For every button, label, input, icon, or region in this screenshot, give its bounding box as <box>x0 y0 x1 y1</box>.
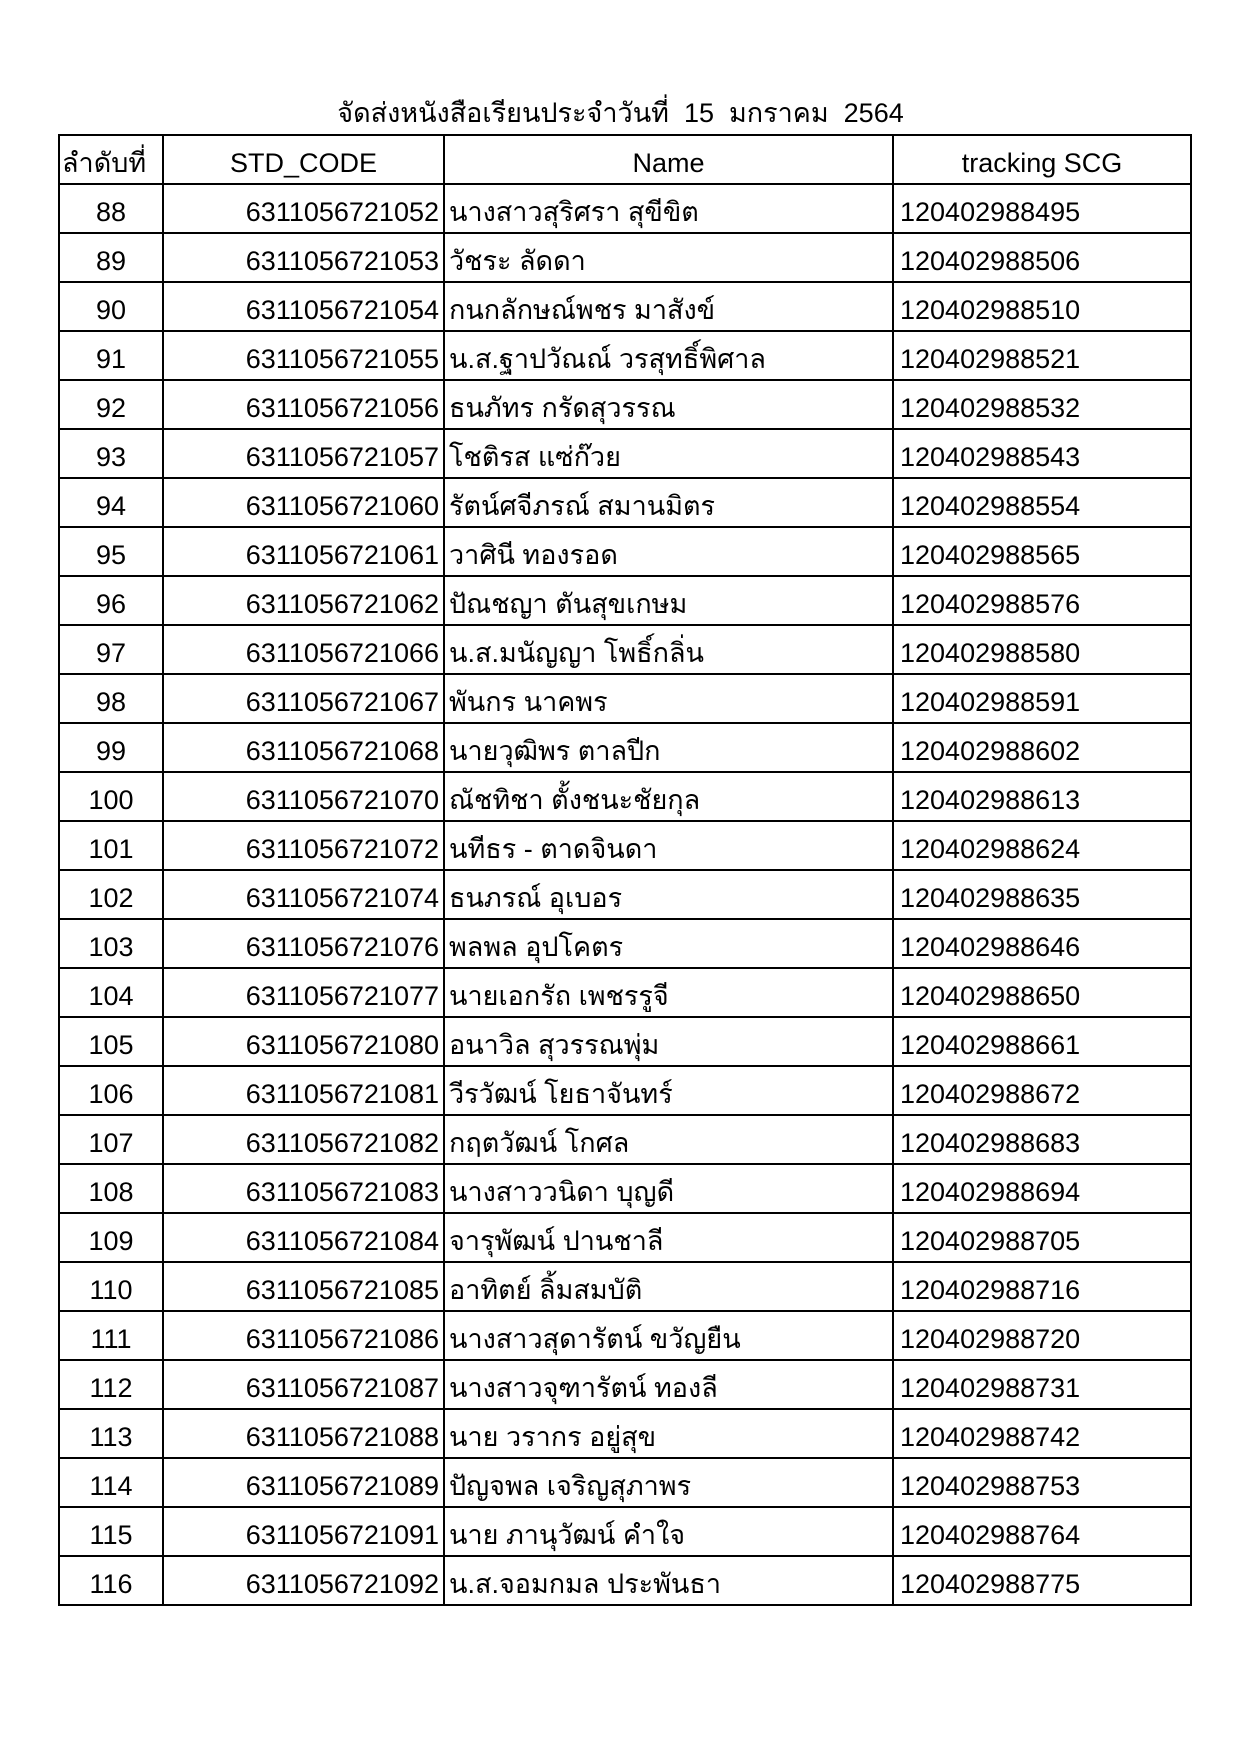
student-name-cell: นาย วรากร อยู่สุข <box>444 1409 893 1458</box>
row-number-cell: 96 <box>59 576 163 625</box>
table-row <box>59 1360 1191 1409</box>
tracking-number-cell: 120402988764 <box>893 1507 1191 1556</box>
std-code-cell: 6311056721055 <box>163 331 444 380</box>
std-code-cell: 6311056721062 <box>163 576 444 625</box>
row-number-cell: 109 <box>59 1213 163 1262</box>
row-number-cell: 115 <box>59 1507 163 1556</box>
std-code-cell: 6311056721052 <box>163 184 444 233</box>
tracking-number-cell: 120402988591 <box>893 674 1191 723</box>
tracking-number-cell: 120402988554 <box>893 478 1191 527</box>
row-number-cell: 90 <box>59 282 163 331</box>
row-number-cell: 101 <box>59 821 163 870</box>
student-name-cell: วีรวัฒน์ โยธาจันทร์ <box>444 1066 893 1115</box>
header-row <box>59 135 1191 184</box>
table-row <box>59 429 1191 478</box>
std-code-cell: 6311056721070 <box>163 772 444 821</box>
std-code-cell: 6311056721053 <box>163 233 444 282</box>
table-row <box>59 576 1191 625</box>
student-name-cell: อนาวิล สุวรรณพุ่ม <box>444 1017 893 1066</box>
student-name-cell: ปัญจพล เจริญสุภาพร <box>444 1458 893 1507</box>
tracking-number-cell: 120402988506 <box>893 233 1191 282</box>
student-name-cell: กนกลักษณ์พชร มาสังข์ <box>444 282 893 331</box>
tracking-number-cell: 120402988510 <box>893 282 1191 331</box>
tracking-number-cell: 120402988646 <box>893 919 1191 968</box>
table-row <box>59 1066 1191 1115</box>
std-code-cell: 6311056721074 <box>163 870 444 919</box>
row-number-cell: 89 <box>59 233 163 282</box>
tracking-number-cell: 120402988672 <box>893 1066 1191 1115</box>
tracking-number-cell: 120402988694 <box>893 1164 1191 1213</box>
row-number-cell: 107 <box>59 1115 163 1164</box>
tracking-number-cell: 120402988650 <box>893 968 1191 1017</box>
row-number-cell: 103 <box>59 919 163 968</box>
table-row <box>59 821 1191 870</box>
student-name-cell: นทีธร - ตาดจินดา <box>444 821 893 870</box>
tracking-number-cell: 120402988602 <box>893 723 1191 772</box>
std-code-cell: 6311056721082 <box>163 1115 444 1164</box>
tracking-number-cell: 120402988565 <box>893 527 1191 576</box>
row-number-cell: 88 <box>59 184 163 233</box>
tracking-number-cell: 120402988635 <box>893 870 1191 919</box>
student-name-cell: นางสาวจุฑารัตน์ ทองลี <box>444 1360 893 1409</box>
shipment-table <box>58 134 1192 1606</box>
row-number-cell: 104 <box>59 968 163 1017</box>
row-number-cell: 116 <box>59 1556 163 1605</box>
table-row <box>59 625 1191 674</box>
row-number-cell: 110 <box>59 1262 163 1311</box>
std-code-cell: 6311056721068 <box>163 723 444 772</box>
tracking-number-cell: 120402988613 <box>893 772 1191 821</box>
std-code-cell: 6311056721077 <box>163 968 444 1017</box>
student-name-cell: โชติรส แซ่ก๊วย <box>444 429 893 478</box>
std-code-cell: 6311056721060 <box>163 478 444 527</box>
student-name-cell: น.ส.จอมกมล ประพันธา <box>444 1556 893 1605</box>
row-number-cell: 102 <box>59 870 163 919</box>
std-code-cell: 6311056721086 <box>163 1311 444 1360</box>
student-name-cell: นายเอกรัถ เพชรรูจี <box>444 968 893 1017</box>
std-code-cell: 6311056721081 <box>163 1066 444 1115</box>
std-code-cell: 6311056721076 <box>163 919 444 968</box>
table-row <box>59 723 1191 772</box>
std-code-cell: 6311056721080 <box>163 1017 444 1066</box>
table-row <box>59 674 1191 723</box>
row-number-cell: 105 <box>59 1017 163 1066</box>
std-code-cell: 6311056721061 <box>163 527 444 576</box>
tracking-number-cell: 120402988716 <box>893 1262 1191 1311</box>
tracking-number-cell: 120402988576 <box>893 576 1191 625</box>
row-number-cell: 93 <box>59 429 163 478</box>
table-row <box>59 1213 1191 1262</box>
std-code-cell: 6311056721089 <box>163 1458 444 1507</box>
table-row <box>59 1507 1191 1556</box>
table-body <box>59 184 1191 1605</box>
student-name-cell: รัตน์ศจีภรณ์ สมานมิตร <box>444 478 893 527</box>
tracking-number-cell: 120402988731 <box>893 1360 1191 1409</box>
tracking-number-cell: 120402988753 <box>893 1458 1191 1507</box>
std-code-cell: 6311056721091 <box>163 1507 444 1556</box>
student-name-cell: พลพล อุปโคตร <box>444 919 893 968</box>
table-row <box>59 1262 1191 1311</box>
tracking-number-cell: 120402988532 <box>893 380 1191 429</box>
table-row <box>59 772 1191 821</box>
student-name-cell: น.ส.ฐาปวัณณ์ วรสุทธิ์พิศาล <box>444 331 893 380</box>
std-code-cell: 6311056721084 <box>163 1213 444 1262</box>
student-name-cell: ณัชทิชา ตั้งชนะชัยกุล <box>444 772 893 821</box>
table-row <box>59 1164 1191 1213</box>
row-number-cell: 100 <box>59 772 163 821</box>
row-number-cell: 106 <box>59 1066 163 1115</box>
std-code-cell: 6311056721092 <box>163 1556 444 1605</box>
tracking-number-cell: 120402988495 <box>893 184 1191 233</box>
row-number-cell: 111 <box>59 1311 163 1360</box>
column-header-tracking: tracking SCG <box>893 135 1191 184</box>
table-row <box>59 1458 1191 1507</box>
column-header-no: ลำดับที่ <box>59 135 163 184</box>
tracking-number-cell: 120402988775 <box>893 1556 1191 1605</box>
table-row <box>59 380 1191 429</box>
std-code-cell: 6311056721054 <box>163 282 444 331</box>
table-row <box>59 282 1191 331</box>
tracking-number-cell: 120402988624 <box>893 821 1191 870</box>
student-name-cell: พันกร นาคพร <box>444 674 893 723</box>
row-number-cell: 97 <box>59 625 163 674</box>
table-row <box>59 1017 1191 1066</box>
row-number-cell: 91 <box>59 331 163 380</box>
tracking-number-cell: 120402988705 <box>893 1213 1191 1262</box>
table-header <box>59 135 1191 184</box>
row-number-cell: 98 <box>59 674 163 723</box>
column-header-name: Name <box>444 135 893 184</box>
row-number-cell: 113 <box>59 1409 163 1458</box>
table-row <box>59 919 1191 968</box>
student-name-cell: ธนภรณ์ อุเบอร <box>444 870 893 919</box>
column-header-std-code: STD_CODE <box>163 135 444 184</box>
table-row <box>59 968 1191 1017</box>
std-code-cell: 6311056721072 <box>163 821 444 870</box>
table-row <box>59 233 1191 282</box>
std-code-cell: 6311056721083 <box>163 1164 444 1213</box>
row-number-cell: 99 <box>59 723 163 772</box>
row-number-cell: 114 <box>59 1458 163 1507</box>
tracking-number-cell: 120402988543 <box>893 429 1191 478</box>
row-number-cell: 94 <box>59 478 163 527</box>
row-number-cell: 112 <box>59 1360 163 1409</box>
tracking-number-cell: 120402988720 <box>893 1311 1191 1360</box>
tracking-number-cell: 120402988521 <box>893 331 1191 380</box>
table-row <box>59 331 1191 380</box>
table-row <box>59 1556 1191 1605</box>
std-code-cell: 6311056721088 <box>163 1409 444 1458</box>
student-name-cell: วาศินี ทองรอด <box>444 527 893 576</box>
table-row <box>59 527 1191 576</box>
std-code-cell: 6311056721085 <box>163 1262 444 1311</box>
page-title: จัดส่งหนังสือเรียนประจำวันที่ 15 มกราคม 2564 <box>337 98 904 128</box>
row-number-cell: 108 <box>59 1164 163 1213</box>
tracking-number-cell: 120402988742 <box>893 1409 1191 1458</box>
student-name-cell: วัชระ ลัดดา <box>444 233 893 282</box>
std-code-cell: 6311056721056 <box>163 380 444 429</box>
student-name-cell: อาทิตย์ ลิ้มสมบัติ <box>444 1262 893 1311</box>
student-name-cell: จารุพัฒน์ ปานชาลี <box>444 1213 893 1262</box>
tracking-number-cell: 120402988683 <box>893 1115 1191 1164</box>
table-row <box>59 478 1191 527</box>
table-row <box>59 1311 1191 1360</box>
row-number-cell: 92 <box>59 380 163 429</box>
student-name-cell: ปัณชญา ตันสุขเกษม <box>444 576 893 625</box>
table-row <box>59 870 1191 919</box>
student-name-cell: กฤตวัฒน์ โกศล <box>444 1115 893 1164</box>
student-name-cell: นางสาววนิดา บุญดี <box>444 1164 893 1213</box>
student-name-cell: นายวุฒิพร ตาลปีก <box>444 723 893 772</box>
tracking-number-cell: 120402988580 <box>893 625 1191 674</box>
student-name-cell: นาย ภานุวัฒน์ คำใจ <box>444 1507 893 1556</box>
student-name-cell: ธนภัทร กรัดสุวรรณ <box>444 380 893 429</box>
table-row <box>59 1409 1191 1458</box>
table-row <box>59 184 1191 233</box>
std-code-cell: 6311056721087 <box>163 1360 444 1409</box>
student-name-cell: นางสาวสุดารัตน์ ขวัญยืน <box>444 1311 893 1360</box>
tracking-number-cell: 120402988661 <box>893 1017 1191 1066</box>
student-name-cell: น.ส.มนัญญา โพธิ์กลิ่น <box>444 625 893 674</box>
std-code-cell: 6311056721057 <box>163 429 444 478</box>
std-code-cell: 6311056721067 <box>163 674 444 723</box>
table-row <box>59 1115 1191 1164</box>
student-name-cell: นางสาวสุริศรา สุขีขิต <box>444 184 893 233</box>
std-code-cell: 6311056721066 <box>163 625 444 674</box>
row-number-cell: 95 <box>59 527 163 576</box>
